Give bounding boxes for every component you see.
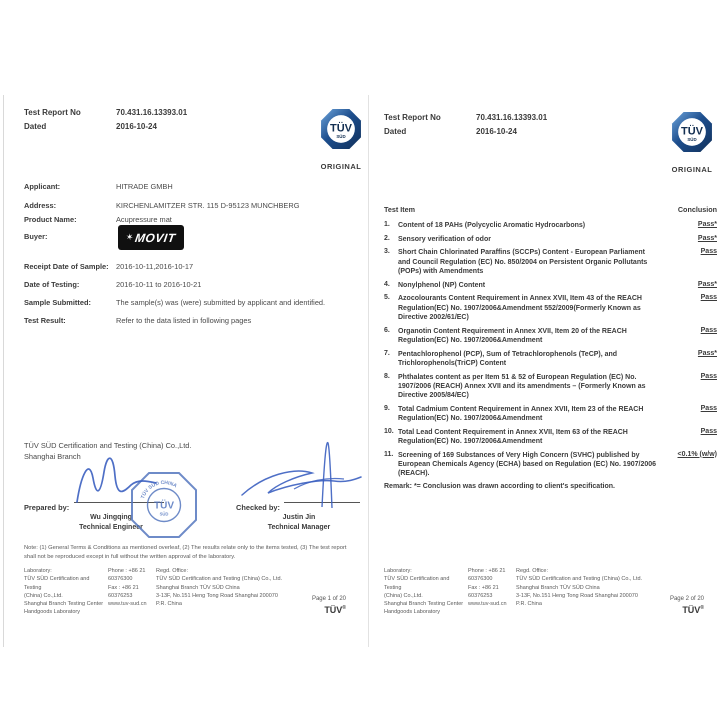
sample-submitted-label: Sample Submitted: <box>24 298 91 307</box>
applicant-label: Applicant: <box>24 182 61 191</box>
movit-logo-text: MOVIT <box>134 230 177 245</box>
laboratory-label: Laboratory: <box>24 568 52 574</box>
conclusion-value: <0.1% (w/w) <box>677 450 717 458</box>
product-name-value: Acupressure mat <box>116 215 172 224</box>
remark-text: Remark: *= Conclusion was drawn according to client's specification. <box>384 482 615 490</box>
checked-by-name: Justin Jin <box>282 514 316 521</box>
test-item-column-label: Test Item <box>384 205 416 214</box>
regd-office-label: Regd. Office: <box>156 568 188 574</box>
applicant-row <box>24 182 354 191</box>
dated-row-p2 <box>384 127 517 136</box>
conclusion-column-label: Conclusion <box>677 205 717 214</box>
address-label: Address: <box>24 201 57 210</box>
svg-text:SÜD: SÜD <box>336 133 346 139</box>
page1-tuv-mark: TÜV® <box>324 605 346 615</box>
receipt-date-label: Receipt Date of Sample: <box>24 262 109 271</box>
movit-figure-icon: ✶ <box>125 231 135 243</box>
conclusion-value: Pass <box>700 248 717 256</box>
test-result-row <box>24 316 354 325</box>
sample-submitted-value: The sample(s) was (were) submitted by applicant and identified. <box>116 298 326 307</box>
report-no-value: 70.431.16.13393.01 <box>116 108 188 117</box>
sample-submitted-row <box>24 298 354 307</box>
dated-label-p2: Dated <box>384 127 407 136</box>
laboratory-block-p2: Laboratory: TÜV SÜD Certification and Testing (China) Co.,Ltd. Shanghai Branch Testing Center Handgoods Laboratory <box>384 568 464 616</box>
date-of-testing-row <box>24 280 354 289</box>
conclusion-value: Pass* <box>697 349 717 357</box>
checked-by-signature <box>236 433 364 509</box>
tuv-sud-logo-block-p2 <box>660 111 724 174</box>
receipt-date-row <box>24 262 354 271</box>
test-item-row: 7. Pentachlorophenol (PCP), Sum of Tetrachlorophenols (TeCP), and Trichlorophenols(TriCP) Content Pass* <box>384 349 717 367</box>
conclusion-value: Pass <box>700 372 717 380</box>
test-item-row: 5. Azocolourants Content Requirement in Annex XVII, Item 43 of the REACH Regulation(EC) No. 1907/2006&Amendment 552/2009(Formerly Known as Directive 2002/61/EC) Pass <box>384 294 717 321</box>
conclusion-value: Pass <box>700 294 717 302</box>
date-of-testing-label: Date of Testing: <box>24 280 80 289</box>
report-page-2 <box>368 95 724 647</box>
test-item-row: 1. Content of 18 PAHs (Polycyclic Aromatic Hydrocarbons) Pass* <box>384 221 717 229</box>
dated-value: 2016-10-24 <box>116 122 157 131</box>
report-no-row <box>24 108 187 117</box>
report-no-value-p2: 70.431.16.13393.01 <box>476 113 548 122</box>
address-row <box>24 201 354 210</box>
tuv-sud-logo-block <box>309 108 373 171</box>
tuv-sud-logo-icon <box>320 108 362 150</box>
test-item-row: 8. Phthalates content as per Item 51 & 52 of European Regulation (EC) No. 1907/2006 (REACH) Annex XVII and its amendments – (Formerly Known as Directive 2005/84/EC) Pass <box>384 372 717 400</box>
svg-text:TÜV: TÜV <box>680 125 704 138</box>
page1-number: Page 1 of 20 <box>311 596 346 602</box>
test-item-row: 10. Total Lead Content Requirement in Annex XVII, Item 63 of the REACH Regulation(EC) No. 1907/2006&Amendment Pass <box>384 427 717 445</box>
product-name-row <box>24 215 354 224</box>
svg-text:TÜV: TÜV <box>329 122 353 135</box>
report-no-label: Test Report No <box>24 108 81 117</box>
page2-tuv-mark: TÜV® <box>682 605 704 615</box>
dated-value-p2: 2016-10-24 <box>476 127 517 136</box>
prepared-by-label: Prepared by: <box>24 503 70 512</box>
checked-by-title: Technical Manager <box>267 523 331 531</box>
conclusion-value: Pass* <box>697 221 717 228</box>
test-result-label: Test Result: <box>24 316 66 325</box>
dated-row <box>24 122 157 131</box>
conclusion-value: Pass <box>700 326 717 334</box>
fax-line: Fax : +86 21 60376253 <box>108 584 139 599</box>
product-name-label: Product Name: <box>24 215 77 224</box>
report-page-1 <box>3 95 369 647</box>
test-item-row: 9. Total Cadmium Content Requirement in Annex XVII, Item 23 of the REACH Regulation(EC) No. 1907/2006&Amendment Pass <box>384 404 717 422</box>
date-of-testing-value: 2016-10-11 to 2016-10-21 <box>116 280 202 289</box>
test-item-row: 2. Sensory verification of odor Pass* <box>384 234 717 243</box>
terms-note: Note: (1) General Terms & Conditions as mentioned overleaf, (2) The results relate only to the items tested, (3) The test report shall not be reproduced except in full without the written approval of the laboratory. <box>24 545 347 560</box>
regd-office-block: Regd. Office: TÜV SÜD Certification and Testing (China) Co., Ltd. Shanghai Branch TÜV SÜD China 3-13F, No.151 Heng Tong Road Shanghai 200070 P.R. China <box>156 567 306 608</box>
test-item-row: 6. Organotin Content Requirement in Annex XVII, Item 20 of the REACH Regulation(EC) No. 1907/2006&Amendment Pass <box>384 326 717 344</box>
test-result-value: Refer to the data listed in following pages <box>116 316 252 325</box>
test-item-header <box>384 205 717 214</box>
conclusion-value: Pass* <box>697 234 717 242</box>
laboratory-block: Laboratory: TÜV SÜD Certification and Testing (China) Co.,Ltd. Shanghai Branch Testing Center Handgoods Laboratory <box>24 568 104 616</box>
conclusion-value: Pass <box>700 427 717 435</box>
checked-by-label: Checked by: <box>236 503 280 512</box>
report-no-label-p2: Test Report No <box>384 113 441 122</box>
original-label-p2: ORIGINAL <box>671 165 713 174</box>
checked-by-name-block <box>254 513 344 533</box>
svg-text:SÜD: SÜD <box>159 511 169 517</box>
regd-office-block-p2: Regd. Office: TÜV SÜD Certification and Testing (China) Co., Ltd. Shanghai Branch TÜV SÜD China 3-13F, No.151 Heng Tong Road Shanghai 200070 P.R. China <box>516 568 643 607</box>
buyer-brand-logo <box>118 225 184 250</box>
svg-text:SÜD: SÜD <box>687 136 697 142</box>
buyer-row <box>24 232 354 241</box>
original-label: ORIGINAL <box>320 162 362 171</box>
receipt-date-value: 2016-10-11,2016-10-17 <box>116 262 194 271</box>
buyer-label: Buyer: <box>24 232 48 241</box>
contact-block-p2: Phone : +86 21 60376300 Fax : +86 21 60376253 www.tuv-sud.cn <box>468 568 507 607</box>
address-value: KIRCHENLAMITZER STR. 115 D-95123 MUNCHBERG <box>116 201 300 210</box>
test-item-row: 3. Short Chain Chlorinated Paraffins (SCCPs) Content - European Parliament and Council Regulation (EC) No. 850/2004 on Persistent Organic Pollutants (POPs) with Amendments Pass <box>384 248 717 275</box>
issuing-company-branch: Shanghai Branch <box>24 451 81 461</box>
applicant-value: HITRADE GMBH <box>116 182 173 191</box>
prepared-by-name: Wu Jingqing <box>90 514 132 521</box>
test-item-list <box>384 221 717 490</box>
conclusion-value: Pass <box>700 404 717 412</box>
conclusion-value: Pass* <box>697 280 717 288</box>
svg-text:TÜV SÜD CHINA: TÜV SÜD CHINA <box>140 479 178 500</box>
dated-label: Dated <box>24 122 47 131</box>
test-item-row: 11. Screening of 169 Substances of Very High Concern (SVHC) published by European Chemicals Agency (ECHA) based on Regulation (EC) No. 1907/2006 (REACH). <0.1% (w/w) <box>384 450 717 478</box>
contact-block <box>108 567 154 608</box>
test-item-row: 4. Nonylphenol (NP) Content Pass* <box>384 280 717 289</box>
phone-line: Phone : +86 21 60376300 <box>108 568 146 583</box>
tuv-sud-logo-icon <box>671 111 713 153</box>
svg-text:TÜV: TÜV <box>154 500 174 512</box>
issuing-company-name: TÜV SÜD Certification and Testing (China) Co.,Ltd. <box>24 441 192 450</box>
prepared-by-signature <box>72 450 160 510</box>
website-line: www.tuv-sud.cn <box>108 601 147 607</box>
report-no-row-p2 <box>384 113 547 122</box>
prepared-by-title: Technical Engineer <box>79 523 143 531</box>
page2-number: Page 2 of 20 <box>669 596 704 602</box>
